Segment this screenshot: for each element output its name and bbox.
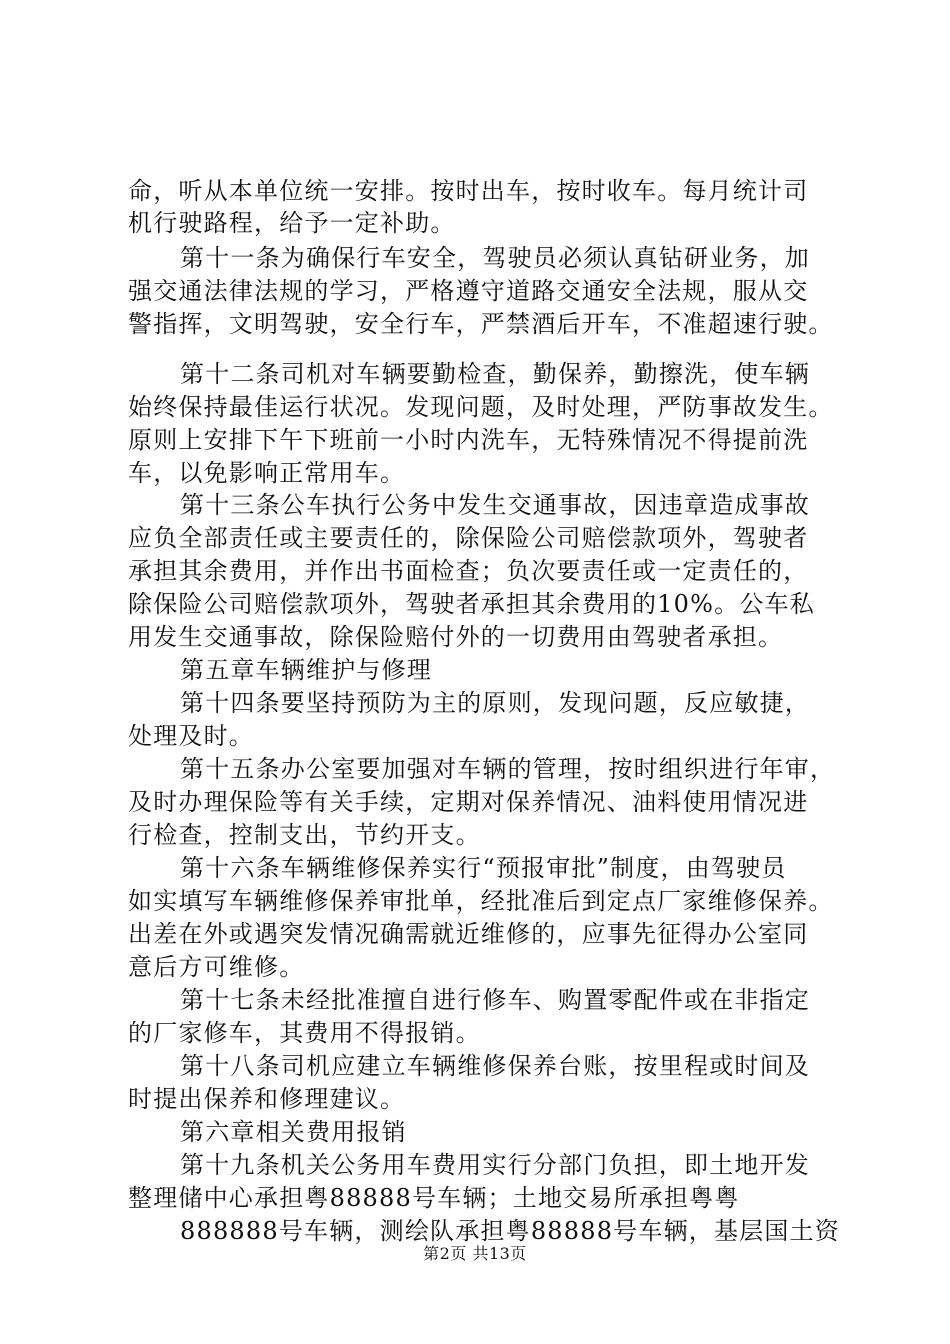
paragraph-start-line: 第十二条司机对车辆要勤检查，勤保养，勤擦洗，使车辆 <box>180 360 810 388</box>
text-line: 承担其余费用，并作出书面检查；负次要责任或一定责任的， <box>128 557 809 585</box>
paragraph-start-line: 第十九条机关公务用车费用实行分部门负担，即土地开发 <box>180 1151 810 1179</box>
text-line: 及时办理保险等有关手续，定期对保养情况、油料使用情况进 <box>128 788 809 816</box>
text-line: 整理储中心承担粤88888号车辆；土地交易所承担粤粤 <box>128 1184 740 1212</box>
text-line: 意后方可维修。 <box>128 953 305 981</box>
text-line: 888888号车辆，测绘队承担粤88888号车辆，基层国土资 <box>180 1217 840 1245</box>
chapter-heading: 第六章相关费用报销 <box>180 1118 407 1146</box>
text-line: 出差在外或遇突发情况确需就近维修的，应事先征得办公室同 <box>128 920 809 948</box>
text-line: 处理及时。 <box>128 722 254 750</box>
paragraph-start-line: 第十六条车辆维修保养实行“预报审批”制度，由驾驶员 <box>180 854 787 882</box>
page-number-footer: 第2页 共13页 <box>423 1244 527 1263</box>
text-line: 应负全部责任或主要责任的，除保险公司赔偿款项外，驾驶者 <box>128 524 809 552</box>
text-line: 行检查，控制支出，节约开支。 <box>128 821 481 849</box>
text-line: 原则上安排下午下班前一小时内洗车，无特殊情况不得提前洗 <box>128 426 809 454</box>
paragraph-start-line: 第十一条为确保行车安全，驾驶员必须认真钻研业务，加 <box>180 244 810 272</box>
text-line: 的厂家修车，其费用不得报销。 <box>128 1019 481 1047</box>
text-line: 除保险公司赔偿款项外，驾驶者承担其余费用的10%。公车私 <box>128 590 815 618</box>
chapter-heading: 第五章车辆维护与修理 <box>180 656 432 684</box>
paragraph-start-line: 第十七条未经批准擅自进行修车、购置零配件或在非指定 <box>180 986 810 1014</box>
paragraph-start-line: 第十四条要坚持预防为主的原则，发现问题，反应敏捷， <box>180 689 810 717</box>
paragraph-start-line: 第十五条办公室要加强对车辆的管理，按时组织进行年审， <box>180 755 836 783</box>
paragraph-start-line: 第十八条司机应建立车辆维修保养台账，按里程或时间及 <box>180 1052 810 1080</box>
text-line: 命，听从本单位统一安排。按时出车，按时收车。每月统计司 <box>128 177 809 205</box>
text-line: 车，以免影响正常用车。 <box>128 459 406 487</box>
text-line: 时提出保养和修理建议。 <box>128 1085 406 1113</box>
text-line: 警指挥，文明驾驶，安全行车，严禁酒后开车，不准超速行驶。 <box>128 310 834 338</box>
text-line: 用发生交通事故，除保险赔付外的一切费用由驾驶者承担。 <box>128 623 784 651</box>
paragraph-start-line: 第十三条公车执行公务中发生交通事故，因违章造成事故 <box>180 491 810 519</box>
text-line: 如实填写车辆维修保养审批单，经批准后到定点厂家维修保养。 <box>128 887 834 915</box>
text-line: 始终保持最佳运行状况。发现问题，及时处理，严防事故发生。 <box>128 393 834 421</box>
text-line: 机行驶路程，给予一定补助。 <box>128 209 456 237</box>
text-line: 强交通法律法规的学习，严格遵守道路交通安全法规，服从交 <box>128 277 809 305</box>
